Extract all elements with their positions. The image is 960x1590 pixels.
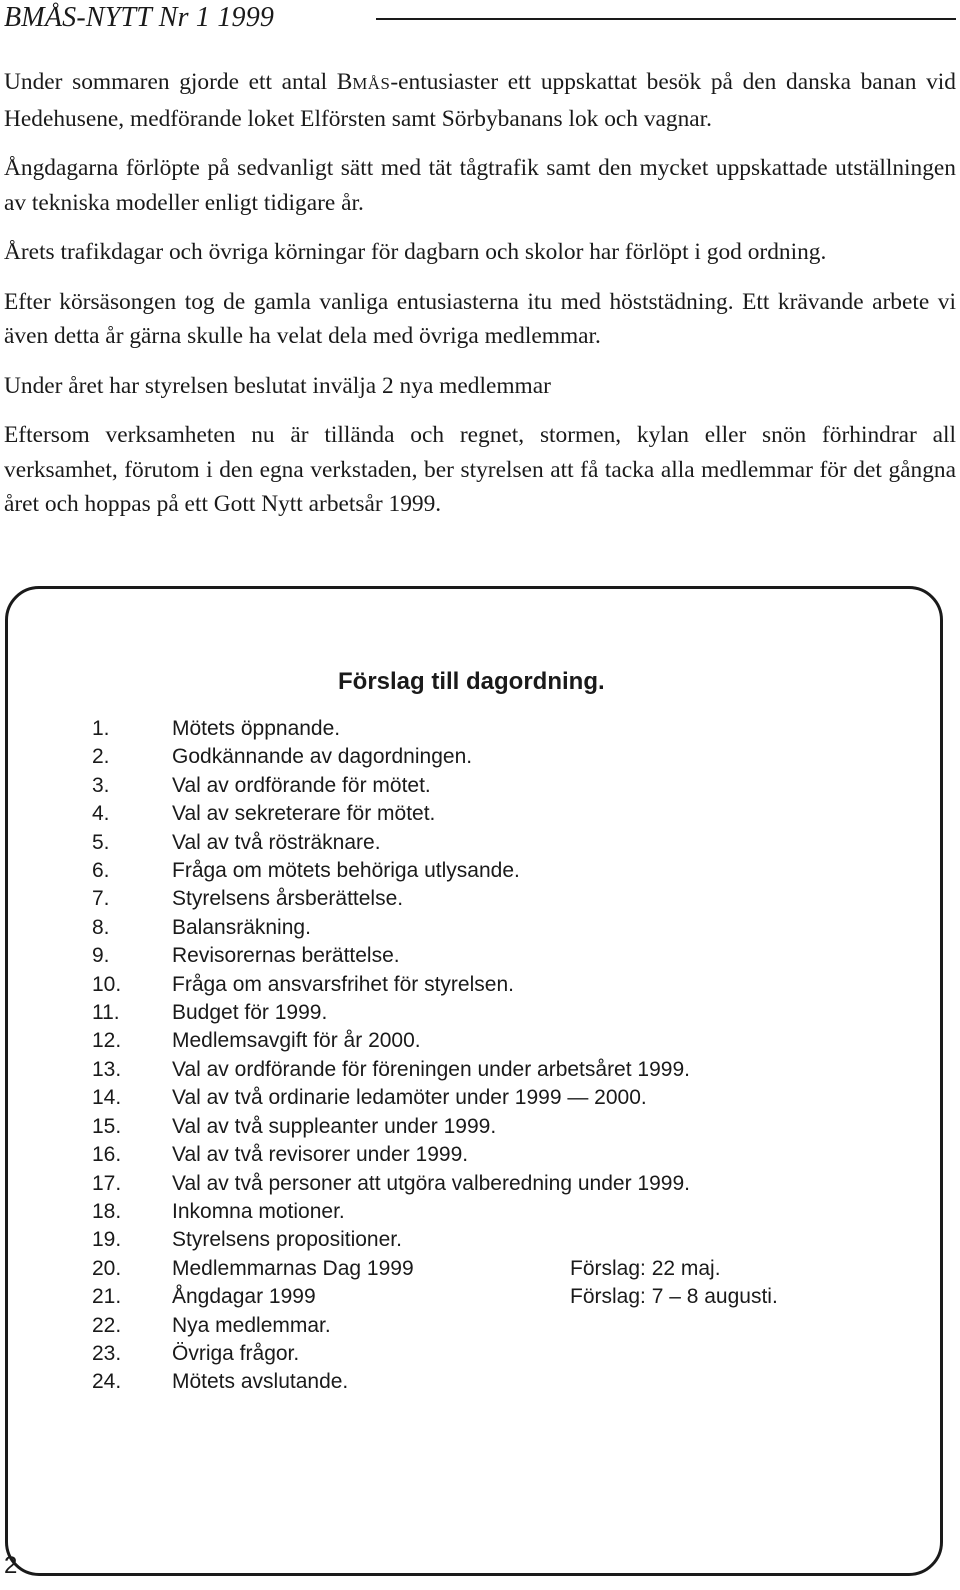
agenda-item <box>92 1113 912 1141</box>
agenda-item <box>92 885 912 913</box>
agenda-item-text: Val av två rösträknare. <box>172 830 381 854</box>
agenda-item <box>92 1141 912 1169</box>
agenda-item <box>92 1255 912 1283</box>
agenda-item-number: 4. <box>92 802 110 826</box>
agenda-item-text: Mötets avslutande. <box>172 1370 349 1394</box>
paragraph-5: Under året har styrelsen beslutat invälja 2 nya medlemmar <box>4 372 551 399</box>
agenda-item-number: 2. <box>92 745 110 769</box>
paragraph-1 <box>4 65 956 136</box>
agenda-item-number: 13. <box>92 1057 122 1081</box>
agenda-item <box>92 1027 912 1055</box>
agenda-item-text: Val av två personer att utgöra valberedning under 1999. <box>172 1171 690 1195</box>
paragraph-4: Efter körsäsongen tog de gamla vanliga entusiasterna itu med höststädning. Ett krävande arbete vi även detta år gärna skulle ha velat dela med övriga medlemmar. <box>4 288 956 349</box>
agenda-item <box>92 1084 912 1112</box>
agenda-item-text: Ångdagar 1999 <box>172 1285 316 1309</box>
agenda-item-text: Val av sekreterare för mötet. <box>172 802 436 826</box>
agenda-item-text: Övriga frågor. <box>172 1341 300 1365</box>
agenda-item <box>92 999 912 1027</box>
agenda-item <box>92 1056 912 1084</box>
agenda-item-number: 24. <box>92 1370 122 1394</box>
agenda-item <box>92 800 912 828</box>
agenda-item-text: Nya medlemmar. <box>172 1313 331 1337</box>
agenda-item-text: Val av två ordinarie ledamöter under 1999 — 2000. <box>172 1086 647 1110</box>
page-number: 2 <box>4 1552 18 1579</box>
agenda-item-number: 3. <box>92 773 110 797</box>
agenda-item <box>92 1283 912 1311</box>
agenda-item <box>92 743 912 771</box>
agenda-item <box>92 1312 912 1340</box>
agenda-item <box>92 1368 912 1396</box>
agenda-item-number: 6. <box>92 859 110 883</box>
paragraph-2: Ångdagarna förlöpte på sedvanligt sätt med tät tågtrafik samt den mycket uppskattade utställningen av tekniska modeller enligt tidigare år. <box>4 155 956 216</box>
agenda-item-text: Godkännande av dagordningen. <box>172 745 473 769</box>
agenda-item-text: Budget för 1999. <box>172 1001 328 1025</box>
club-name-smallcaps: MÅS <box>352 74 391 93</box>
agenda-item <box>92 914 912 942</box>
agenda-item <box>92 1226 912 1254</box>
agenda-item-number: 14. <box>92 1086 122 1110</box>
agenda-item-text: Val av ordförande för föreningen under arbetsåret 1999. <box>172 1057 690 1081</box>
paragraph-3: Årets trafikdagar och övriga körningar för dagbarn och skolor har förlöpt i god ordning. <box>4 239 827 265</box>
agenda-item-number: 11. <box>92 1001 120 1025</box>
agenda-item-number: 17. <box>92 1171 122 1195</box>
agenda-item-note: Förslag: 22 maj. <box>570 1256 721 1280</box>
agenda-item-number: 7. <box>92 887 110 911</box>
agenda-item-number: 12. <box>92 1029 122 1053</box>
agenda-item-number: 8. <box>92 915 110 939</box>
agenda-item-text: Revisorernas berättelse. <box>172 944 400 968</box>
agenda-title: Förslag till dagordning. <box>338 668 605 695</box>
agenda-item <box>92 715 912 743</box>
paragraph-1-start: Under sommaren gjorde ett antal B <box>4 69 353 95</box>
header-rule <box>376 18 956 20</box>
agenda-item-text: Fråga om ansvarsfrihet för styrelsen. <box>172 972 514 996</box>
agenda-item-number: 15. <box>92 1114 122 1138</box>
agenda-item-note: Förslag: 7 – 8 augusti. <box>570 1285 778 1309</box>
agenda-item-text: Val av två suppleanter under 1999. <box>172 1114 497 1138</box>
agenda-item-number: 21. <box>92 1285 122 1309</box>
agenda-item-number: 10. <box>92 972 122 996</box>
paragraph-6: Eftersom verksamheten nu är tillända och regnet, stormen, kylan eller snön förhindrar all verksamhet, förutom i den egna verkstaden, ber styrelsen att få tacka alla medlemmar för det gångna året och hoppas på ett Gott Nytt arbetsår 1999. <box>4 422 956 517</box>
agenda-item-number: 18. <box>92 1199 122 1223</box>
agenda-item <box>92 942 912 970</box>
newsletter-title: BMÅS-NYTT Nr 1 1999 <box>4 2 275 33</box>
agenda-item-number: 5. <box>92 830 110 854</box>
agenda-item <box>92 1340 912 1368</box>
agenda-item-text: Inkomna motioner. <box>172 1199 345 1223</box>
article-body <box>4 65 956 537</box>
agenda-item-text: Medlemsavgift för år 2000. <box>172 1029 421 1053</box>
agenda-item-number: 16. <box>92 1143 122 1167</box>
agenda-item-text: Val av ordförande för mötet. <box>172 773 431 797</box>
agenda-item-text: Val av två revisorer under 1999. <box>172 1143 469 1167</box>
agenda-item-number: 23. <box>92 1341 122 1365</box>
agenda-item <box>92 772 912 800</box>
agenda-item-text: Styrelsens årsberättelse. <box>172 887 404 911</box>
agenda-item-text: Medlemmarnas Dag 1999 <box>172 1256 414 1280</box>
agenda-item <box>92 971 912 999</box>
agenda-item-text: Mötets öppnande. <box>172 717 341 740</box>
agenda-item-number: 22. <box>92 1313 122 1337</box>
paragraph-1-end: -entusiaster ett uppskattat besök på den danska banan vid Hedehusene, medförande loket Elförsten samt Sörbybanans lok och vagnar. <box>4 69 956 132</box>
agenda-item-number: 20. <box>92 1256 122 1280</box>
agenda-item-text: Styrelsens propositioner. <box>172 1228 402 1252</box>
agenda-item <box>92 1170 912 1198</box>
agenda-item-number: 1. <box>92 717 110 740</box>
agenda-item <box>92 1198 912 1226</box>
agenda-list <box>92 715 912 1397</box>
agenda-item <box>92 829 912 857</box>
agenda-item-text: Fråga om mötets behöriga utlysande. <box>172 859 520 883</box>
page-header <box>4 0 956 40</box>
agenda-item-number: 19. <box>92 1228 122 1252</box>
agenda-item-number: 9. <box>92 944 110 968</box>
agenda-item-text: Balansräkning. <box>172 915 311 939</box>
agenda-item <box>92 857 912 885</box>
